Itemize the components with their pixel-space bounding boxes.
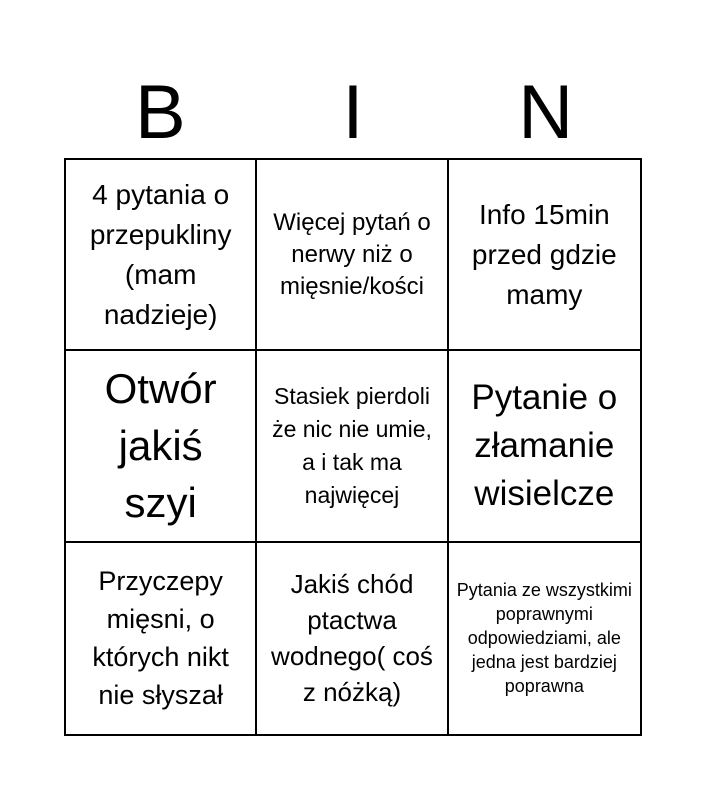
bingo-cell-r1-c1[interactable] [66, 160, 257, 351]
cell-text: Info 15min przed gdzie mamy [471, 198, 617, 310]
header-letter-b: B [134, 70, 186, 155]
cell-text: Przyczepy mięsni, o których nikt nie słyszał [92, 566, 229, 711]
bingo-grid [64, 158, 642, 736]
bingo-cell-r2-c3[interactable] [449, 351, 640, 542]
cell-text: Jakiś chód ptactwa wodnego( coś z nóżką) [271, 569, 433, 708]
header-letter-n: N [518, 70, 574, 155]
cell-text: Pytanie o złamanie wisielcze [471, 377, 618, 513]
cell-text: Stasiek pierdoli że nic nie umie, a i tak ma najwięcej [272, 382, 432, 508]
cell-text: Otwór jakiś szyi [104, 365, 217, 527]
bingo-cell-r1-c3[interactable] [449, 160, 640, 351]
bingo-cell-r3-c1[interactable] [66, 543, 257, 734]
bingo-cell-r2-c1[interactable] [66, 351, 257, 542]
bingo-cell-r2-c2[interactable] [257, 351, 448, 542]
bingo-header [64, 68, 642, 158]
cell-text: Więcej pytań o nerwy niż o mięsnie/kości [273, 208, 431, 300]
bingo-cell-r3-c3[interactable] [449, 543, 640, 734]
bingo-cell-r3-c2[interactable] [257, 543, 448, 734]
header-letter-i: I [342, 70, 364, 155]
cell-text: 4 pytania o przepukliny (mam nadzieje) [89, 178, 232, 330]
cell-text: Pytania ze wszystkimi poprawnymi odpowiedziami, ale jedna jest bardziej poprawna [456, 580, 632, 697]
bingo-cell-r1-c2[interactable] [257, 160, 448, 351]
